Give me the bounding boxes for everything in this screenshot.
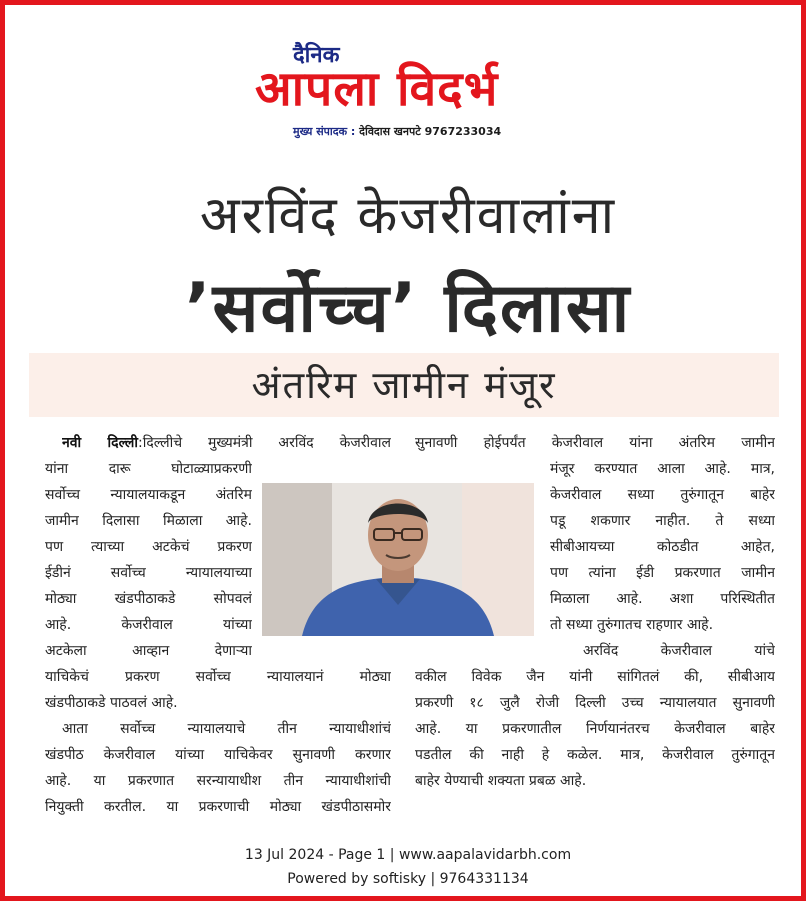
masthead-title: आपला विदर्भ: [255, 61, 499, 117]
editor-name: देविदास खनपटे 9767233034: [359, 125, 502, 138]
text-line: मिळाला आहे. अशा परिस्थितीत: [550, 591, 775, 607]
subhead: अंतरिम जामीन मंजूर: [251, 363, 557, 407]
text-line: वकील विवेक जैन यांनी सांगितलं की, सीबीआय: [415, 669, 775, 685]
text-line: नियुक्ती करतील. या प्रकरणाची मोठ्या खंडपीठासमोर: [45, 799, 391, 815]
text-line: आहे. या प्रकरणात सरन्यायाधीश तीन न्यायाधीशांची: [45, 773, 391, 789]
text-line: तो सध्या तुरुंगातच राहणार आहे.: [550, 617, 714, 633]
text-line: मोठ्या खंडपीठाकडे सोपवलं: [45, 591, 252, 607]
text-line: प्रकरणी १८ जुलै रोजी दिल्ली उच्च न्यायालयात सुनावणी: [415, 695, 775, 711]
text-line: खंडपीठ केजरीवाल यांच्या याचिकेवर सुनावणी करणार: [45, 747, 391, 763]
masthead-dainik: दैनिक: [293, 43, 340, 68]
text-line: केजरीवाल सध्या तुरुंगातून बाहेर: [550, 487, 775, 503]
subhead-band: [29, 353, 779, 417]
text-line: सीबीआयच्या कोठडीत आहेत,: [550, 539, 775, 555]
text-line: पण त्यांना ईडी प्रकरणात जामीन: [550, 565, 775, 581]
masthead-editor: [293, 125, 501, 139]
text-line: आहे. या प्रकरणातील निर्णयानंतरच केजरीवाल बाहेर: [415, 721, 775, 737]
dateline: नवी दिल्ली: [62, 435, 139, 451]
footer-date-page: 13 Jul 2024 - Page 1 | www.aapalavidarbh.com: [244, 847, 572, 863]
text-line: आता सर्वोच्च न्यायालयाचे तीन न्यायाधीशांचं: [62, 721, 391, 737]
headline-line-1: अरविंद केजरीवालांना: [199, 186, 617, 246]
text-line: मंजूर करण्यात आला आहे. मात्र,: [550, 461, 775, 477]
text-line: अरविंद केजरीवाल यांचे: [583, 643, 775, 659]
text-line: पण त्याच्या अटकेचं प्रकरण: [45, 539, 252, 555]
text-line: ईडीनं सर्वोच्च न्यायालयाच्या: [45, 565, 252, 581]
text-line: नवी दिल्ली:दिल्लीचे मुख्यमंत्री अरविंद केजरीवाल: [62, 435, 391, 451]
footer-powered-by: Powered by softisky | 9764331134: [287, 871, 529, 887]
text-line: पडू शकणार नाहीत. ते सध्या: [550, 513, 775, 529]
editor-label: मुख्य संपादक :: [293, 125, 356, 138]
headline-line-2: ’सर्वोच्च’ दिलासा: [184, 269, 632, 348]
text-line: बाहेर येण्याची शक्यता प्रबळ आहे.: [415, 773, 587, 789]
text-line: जामीन दिलासा मिळाला आहे.: [45, 513, 252, 529]
text-line: पडतील की नाही हे कळेल. मात्र, केजरीवाल तुरुंगातून: [415, 747, 775, 763]
text-line: याचिकेचं प्रकरण सर्वोच्च न्यायालयानं मोठ्या: [45, 669, 391, 685]
text-line: यांना दारू घोटाळ्याप्रकरणी: [45, 461, 252, 477]
text-line: सर्वोच्च न्यायालयाकडून अंतरिम: [45, 487, 252, 503]
article-photo: [262, 483, 534, 636]
text-line: अटकेला आव्हान देणाऱ्या: [45, 643, 252, 659]
text-line: सुनावणी होईपर्यंत केजरीवाल यांना अंतरिम जामीन: [415, 435, 775, 451]
portrait-photo-icon: [262, 483, 534, 636]
text-line: आहे. केजरीवाल यांच्या: [45, 617, 252, 633]
text-line: खंडपीठाकडे पाठवलं आहे.: [45, 695, 178, 711]
masthead: [5, 43, 806, 147]
